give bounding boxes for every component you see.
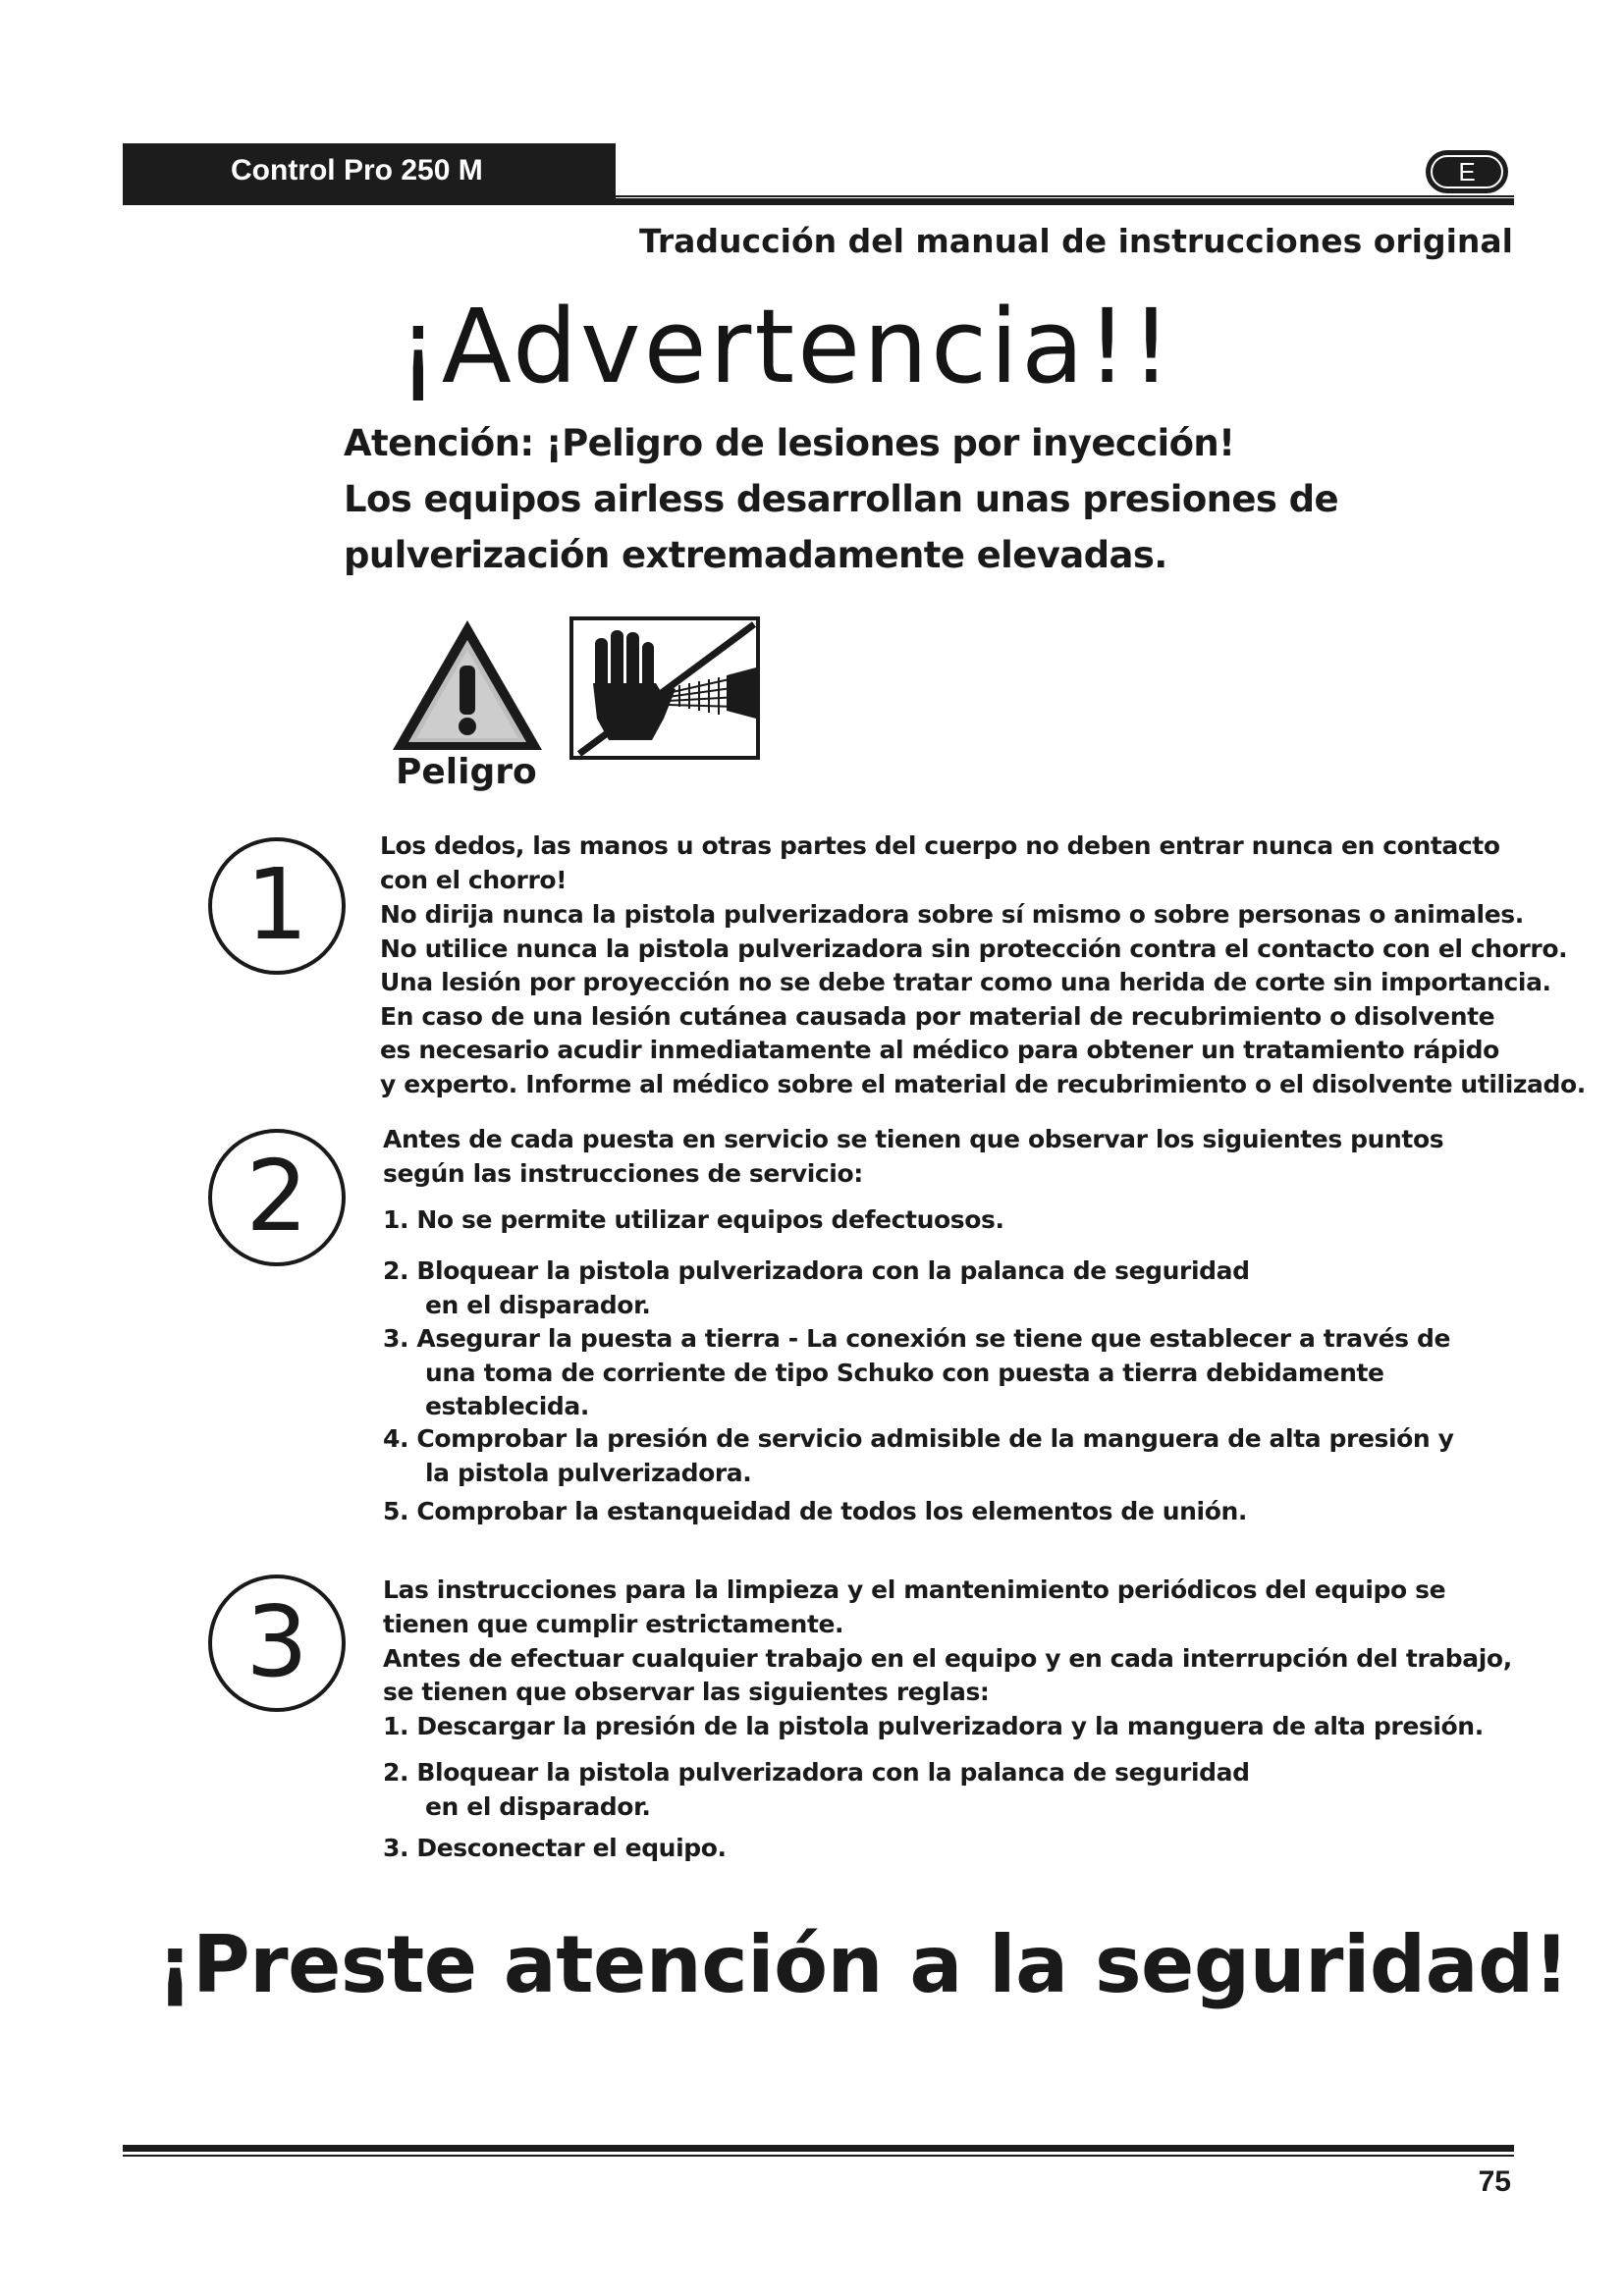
footer-rule xyxy=(123,2145,1514,2152)
section-text-line: 5. Comprobar la estanqueidad de todos los elementos de unión. xyxy=(383,1497,1247,1525)
section-text-line: en el disparador. xyxy=(425,1792,651,1821)
warning-triangle-icon xyxy=(389,616,546,754)
section-text-line: 4. Comprobar la presión de servicio admisible de la manguera de alta presión y xyxy=(383,1424,1454,1453)
section-text-line: Antes de cada puesta en servicio se tienen que observar los siguientes puntos xyxy=(383,1125,1444,1153)
section-text-line: 1. No se permite utilizar equipos defectuosos. xyxy=(383,1205,1004,1234)
attention-line: Atención: ¡Peligro de lesiones por inyección! xyxy=(344,422,1235,464)
warning-heading: ¡Advertencia!! xyxy=(398,287,1175,406)
document-subtitle: Traducción del manual de instrucciones original xyxy=(638,222,1513,260)
header-rule-thin xyxy=(616,195,1514,197)
hand-spray-prohibited-icon xyxy=(569,616,760,760)
language-code: E xyxy=(1431,155,1503,188)
section-text-line: Una lesión por proyección no se debe tratar como una herida de corte sin importancia. xyxy=(380,968,1551,996)
section-text-line: una toma de corriente de tipo Schuko con puesta a tierra debidamente xyxy=(425,1359,1384,1387)
section-text-line: según las instrucciones de servicio: xyxy=(383,1159,863,1188)
section-text-line: la pistola pulverizadora. xyxy=(425,1459,752,1487)
section-text-line: En caso de una lesión cutánea causada por material de recubrimiento o disolvente xyxy=(380,1002,1495,1031)
section-text-line: No utilice nunca la pistola pulverizadora sin protección contra el contacto con el chorro. xyxy=(380,934,1568,963)
attention-line: Los equipos airless desarrollan unas presiones de xyxy=(344,478,1338,520)
section-text-line: en el disparador. xyxy=(425,1291,651,1319)
section-text-line: Las instrucciones para la limpieza y el mantenimiento periódicos del equipo se xyxy=(383,1575,1446,1604)
section-text-line: con el chorro! xyxy=(380,866,568,894)
attention-line: pulverización extremadamente elevadas. xyxy=(344,534,1167,576)
step-number-circle: 1 xyxy=(208,837,346,975)
footer-rule-thin xyxy=(123,2155,1514,2157)
section-text-line: 3. Asegurar la puesta a tierra - La conexión se tiene que establecer a través de xyxy=(383,1324,1451,1353)
section-text-line: 1. Descargar la presión de la pistola pulverizadora y la manguera de alta presión. xyxy=(383,1712,1484,1740)
section-text-line: establecida. xyxy=(425,1392,589,1420)
section-text-line: 3. Desconectar el equipo. xyxy=(383,1834,727,1862)
closing-heading: ¡Preste atención a la seguridad! xyxy=(157,1919,1569,2010)
section-text-line: tienen que cumplir estrictamente. xyxy=(383,1610,844,1638)
danger-label: Peligro xyxy=(396,752,537,792)
section-text-line: es necesario acudir inmediatamente al médico para obtener un tratamiento rápido xyxy=(380,1036,1499,1064)
step-number-circle: 3 xyxy=(208,1575,346,1712)
section-text-line: 2. Bloquear la pistola pulverizadora con la palanca de seguridad xyxy=(383,1256,1250,1285)
section-text-line: se tienen que observar las siguientes reglas: xyxy=(383,1678,990,1706)
section-text-line: y experto. Informe al médico sobre el material de recubrimiento o el disolvente utilizado. xyxy=(380,1070,1586,1098)
section-text-line: 2. Bloquear la pistola pulverizadora con la palanca de seguridad xyxy=(383,1758,1250,1787)
page-number: 75 xyxy=(1478,2165,1511,2198)
section-text-line: No dirija nunca la pistola pulverizadora sobre sí mismo o sobre personas o animales. xyxy=(380,900,1524,929)
step-number-circle: 2 xyxy=(208,1129,346,1266)
product-title: Control Pro 250 M xyxy=(231,154,483,187)
header-rule xyxy=(123,198,1514,205)
section-text-line: Antes de efectuar cualquier trabajo en el equipo y en cada interrupción del trabajo, xyxy=(383,1644,1512,1673)
section-text-line: Los dedos, las manos u otras partes del cuerpo no deben entrar nunca en contacto xyxy=(380,831,1500,860)
